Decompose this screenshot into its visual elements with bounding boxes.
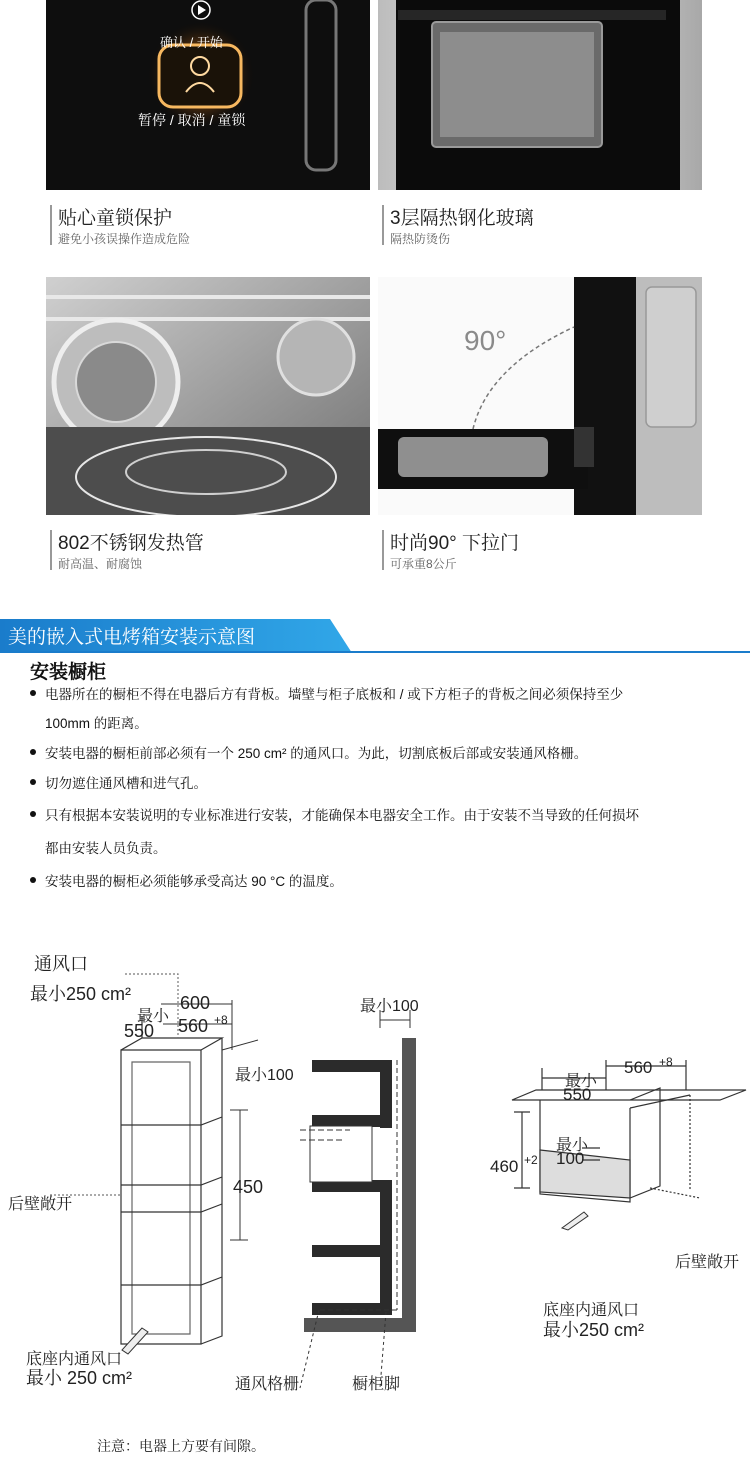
- bullet-text: 安装电器的橱柜必须能够承受高达 90 °C 的温度。: [45, 874, 343, 889]
- bullet-dot: [30, 749, 36, 755]
- r-min-label: 最小: [565, 1073, 598, 1090]
- bullet-dot: [30, 779, 36, 785]
- r-base-vent-min: 最小250 cm²: [543, 1320, 645, 1340]
- feature-title-door: 时尚90° 下拉门: [390, 533, 520, 554]
- cabinet-foot-label: 橱柜脚: [352, 1376, 401, 1393]
- r-550: 550: [563, 1085, 592, 1104]
- r-plus2: +2: [524, 1153, 538, 1167]
- bullet-continuation: 100mm 的距离。: [45, 716, 148, 731]
- bullet-text: 只有根据本安装说明的专业标准进行安装，才能确保本电器安全工作。由于安装不当导致的任何损坏: [45, 808, 639, 823]
- cross-section: [300, 1010, 416, 1388]
- bullet-item: [30, 742, 587, 762]
- base-vent-min: 最小 250 cm²: [26, 1368, 133, 1388]
- pause-cancel-lock-label: 暂停 / 取消 / 童锁: [138, 112, 246, 128]
- bullet-text: 电器所在的橱柜不得在电器后方有背板。墙壁与柜子底板和 / 或下方柜子的背板之间必须保持至少: [45, 687, 624, 702]
- r-plus8: +8: [659, 1055, 673, 1069]
- feature-title-child-lock: 贴心童锁保护: [58, 208, 173, 229]
- bullet-item: [30, 870, 343, 890]
- door-angle-label: 90°: [464, 325, 507, 356]
- r-rear-open-label: 后壁敞开: [675, 1254, 740, 1271]
- section-heading: 安装橱柜: [30, 662, 107, 683]
- banner-title: 美的嵌入式电烤箱安装示意图: [8, 627, 256, 648]
- r-460: 460: [490, 1157, 519, 1176]
- r-560: 560: [624, 1058, 653, 1077]
- bullet-text: 切勿遮住通风槽和进气孔。: [45, 776, 207, 791]
- undercounter-diagram: [512, 1060, 746, 1202]
- glass-door-photo: [378, 0, 702, 190]
- control-panel-illustration: [46, 0, 370, 190]
- oven-interior-illustration: [46, 277, 370, 515]
- drop-door-photo: [378, 277, 702, 515]
- confirm-start-label: 确认 / 开始: [160, 35, 223, 50]
- bullet-continuation: 都由安装人员负责。: [45, 841, 167, 856]
- feature-subtitle-glass: 隔热防烫伤: [390, 232, 451, 246]
- child-lock-photo: [46, 0, 370, 190]
- bullet-text: 安装电器的橱柜前部必须有一个 250 cm² 的通风口。为此，切割底板后部或安装通风格栅。: [45, 746, 588, 761]
- dim-plus8: +8: [214, 1013, 228, 1027]
- feature-subtitle-child-lock: 避免小孩误操作造成危险: [58, 232, 191, 246]
- rear-open-label: 后壁敞开: [8, 1196, 73, 1213]
- r-min2-label: 最小: [556, 1137, 589, 1154]
- feature-subtitle-heating: 耐高温、耐腐蚀: [58, 557, 143, 571]
- bullet-dot: [30, 877, 36, 883]
- feature-title-heating: 802不锈钢发热管: [58, 533, 204, 554]
- feature-divider: [50, 530, 52, 570]
- tall-cabinet-side: [201, 1038, 222, 1344]
- dim-min100: 最小100: [235, 1067, 294, 1084]
- feature-divider: [382, 530, 384, 570]
- bullet-item: [30, 804, 639, 824]
- bullet-item: [30, 683, 623, 703]
- mid-min100: 最小100: [360, 998, 419, 1015]
- r-100: 100: [556, 1149, 585, 1168]
- tall-cabinet-front: [121, 1050, 201, 1344]
- r-base-vent-label: 底座内通风口: [543, 1302, 640, 1319]
- dim-450: 450: [233, 1177, 264, 1197]
- dim-550: 550: [124, 1021, 155, 1041]
- feature-subtitle-door: 可承重8公斤: [390, 557, 457, 571]
- base-vent-label: 底座内通风口: [26, 1351, 123, 1368]
- drop-door-illustration: [378, 277, 702, 515]
- dim-600: 600: [180, 993, 211, 1013]
- oven-interior-photo: [46, 277, 370, 515]
- feature-title-glass: 3层隔热钢化玻璃: [390, 208, 534, 229]
- vent-grille-label: 通风格栅: [235, 1376, 300, 1393]
- clearance-note: 注意：电器上方要有间隙。: [97, 1438, 265, 1454]
- dim-min-label: 最小: [137, 1008, 170, 1025]
- feature-divider: [382, 205, 384, 245]
- bullet-dot: [30, 690, 36, 696]
- bullet-dot: [30, 811, 36, 817]
- oven-door-illustration: [378, 0, 702, 190]
- bullet-item: [30, 772, 207, 792]
- vent-min-area: 最小250 cm²: [30, 984, 132, 1004]
- dim-560: 560: [178, 1016, 209, 1036]
- feature-divider: [50, 205, 52, 245]
- vent-title: 通风口: [34, 954, 88, 974]
